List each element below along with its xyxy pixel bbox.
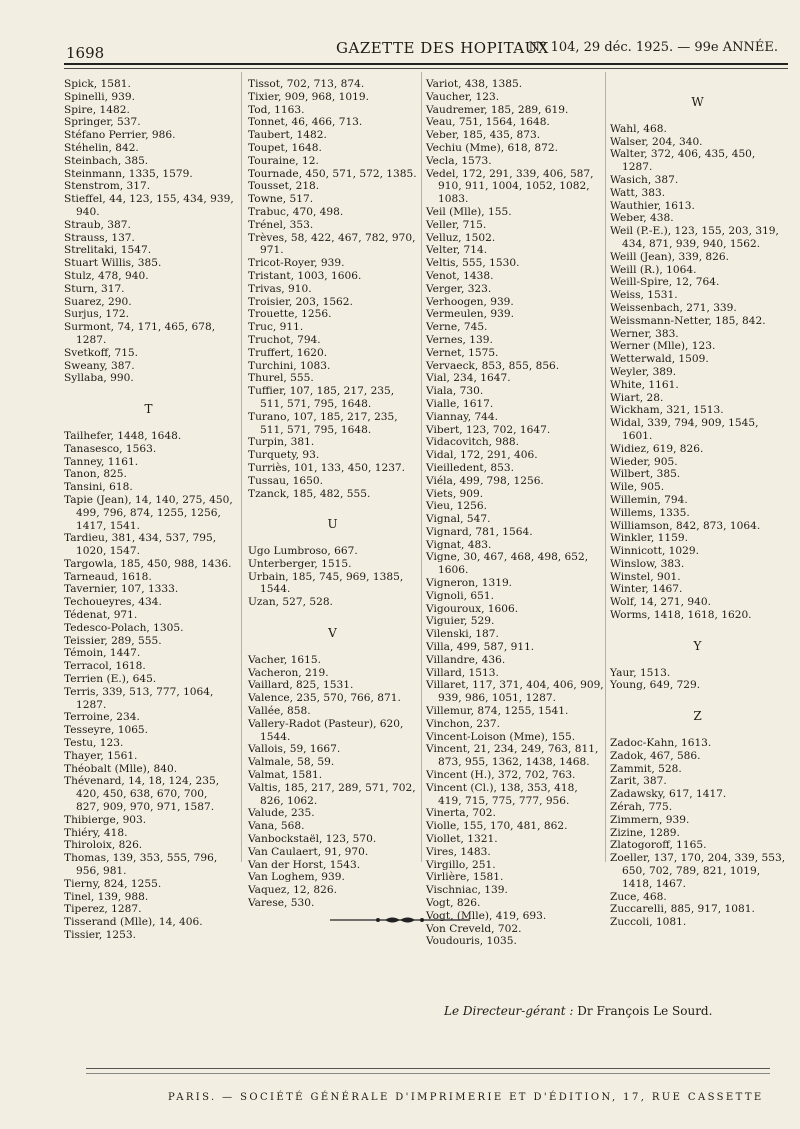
index-entry: Stuart Willis, 385. [64, 257, 162, 270]
index-entry: Vibert, 123, 702, 1647. [426, 423, 551, 436]
index-entry: Suarez, 290. [64, 295, 132, 308]
signature-name: Dr François Le Sourd. [577, 1004, 713, 1018]
index-entry: Spinelli, 939. [64, 90, 136, 103]
index-entry: Vinchon, 237. [426, 717, 500, 730]
index-entry: Watt, 383. [610, 186, 666, 199]
index-entry: Velluz, 1502. [426, 231, 496, 244]
index-entry: Verhoogen, 939. [426, 295, 514, 308]
signature-label: Le Directeur-gérant : [444, 1004, 574, 1018]
index-entry: Tierny, 824, 1255. [64, 877, 162, 890]
index-entry: Zarit, 387. [610, 775, 667, 788]
index-column-1 [64, 78, 234, 942]
index-entry: Tiperez, 1287. [64, 903, 142, 916]
index-entry: Vieilledent, 853. [426, 461, 515, 474]
index-entry: Verne, 745. [426, 321, 488, 334]
index-entry: Teissier, 289, 555. [64, 634, 162, 647]
column-divider [241, 72, 242, 862]
index-entry: Villa, 499, 587, 911. [426, 641, 535, 654]
index-entry: Steinbach, 385. [64, 154, 149, 167]
index-entry: Urbain, 185, 745, 969, 1385, 1544. [248, 570, 404, 596]
index-entry: Terrien (E.), 645. [64, 673, 157, 686]
index-entry: Truffert, 1620. [248, 346, 328, 359]
index-entry: Viets, 909. [426, 487, 484, 500]
index-entry: Strauss, 137. [64, 231, 135, 244]
index-entry: Weill-Spire, 12, 764. [610, 276, 720, 289]
index-entry: Vogt, (Mlle), 419, 693. [426, 909, 547, 922]
index-entry: Vaillard, 825, 1531. [248, 679, 354, 692]
index-entry: Weissenbach, 271, 339. [610, 301, 737, 314]
index-entry: Wolf, 14, 271, 940. [610, 596, 711, 609]
index-entry: Tricot-Royer, 939. [248, 257, 345, 270]
index-entry: Tissot, 702, 713, 874. [248, 78, 365, 90]
index-entry: Théobalt (Mlle), 840. [64, 762, 178, 775]
section-letter: W [691, 95, 705, 109]
index-entry: Tesseyre, 1065. [64, 724, 149, 737]
index-entry: Vignoli, 651. [426, 589, 494, 602]
index-entry: Tedesco-Polach, 1305. [64, 621, 184, 634]
section-letter: Y [693, 638, 703, 653]
index-entry: Venot, 1438. [426, 269, 494, 282]
index-entry: Valence, 235, 570, 766, 871. [248, 692, 401, 705]
index-entry: Vischniac, 139. [426, 884, 508, 897]
index-entry: Yaur, 1513. [610, 666, 671, 679]
index-entry: Variot, 438, 1385. [426, 78, 523, 90]
index-entry: Wieder, 905. [610, 455, 678, 468]
index-column-2 [248, 78, 418, 910]
index-entry: Vaquez, 12, 826. [248, 884, 337, 897]
index-entry: Van Caulaert, 91, 970. [248, 845, 369, 858]
index-entry: Strelitaki, 1547. [64, 244, 152, 257]
index-entry: Vigneron, 1319. [426, 577, 513, 590]
index-entry: Vires, 1483. [426, 845, 491, 858]
index-entry: Weiss, 1531. [610, 289, 678, 302]
index-entry: Vieu, 1256. [426, 500, 488, 513]
index-entry: Tardieu, 381, 434, 537, 795, 1020, 1547. [64, 532, 217, 558]
index-entry: Vincent-Loison (Mme), 155. [426, 730, 576, 743]
index-entry: Tanasesco, 1563. [64, 442, 157, 455]
index-entry: Straub, 387. [64, 218, 131, 231]
index-entry: Varese, 530. [248, 897, 315, 910]
index-entry: Thiroloix, 826. [64, 839, 143, 852]
index-entry: Terracol, 1618. [64, 660, 146, 673]
index-entry: Vogt, 826. [426, 897, 481, 909]
column-divider [421, 72, 422, 862]
index-entry: Willemin, 794. [610, 493, 688, 506]
index-entry: Springer, 537. [64, 116, 141, 129]
section-letter: U [327, 517, 339, 532]
index-column-4 [610, 78, 786, 929]
index-entry: Taubert, 1482. [248, 129, 327, 142]
index-entry: Villaret, 117, 371, 404, 406, 909, 939, 986, 1051, 1287. [426, 679, 604, 705]
index-entry: Vignat, 483. [426, 538, 492, 551]
index-entry: Stenstrom, 317. [64, 180, 151, 193]
index-entry: Vacher, 1615. [248, 653, 321, 666]
index-entry: Svetkoff, 715. [64, 346, 139, 359]
index-entry: Tzanck, 185, 482, 555. [248, 487, 371, 500]
index-entry: Virlière, 1581. [426, 871, 504, 884]
index-entry: Spire, 1482. [64, 103, 130, 116]
index-entry: Weber, 438. [610, 212, 674, 225]
index-entry: Zammit, 528. [610, 762, 682, 775]
index-entry: Tixier, 909, 968, 1019. [248, 90, 369, 103]
index-entry: Vermeulen, 939. [426, 308, 514, 321]
index-entry: Turpin, 381. [248, 436, 315, 449]
index-entry: Vallée, 858. [248, 705, 311, 718]
index-entry: Veau, 751, 1564, 1648. [426, 116, 550, 129]
index-entry: Témoin, 1447. [64, 647, 141, 660]
index-entry: Vacheron, 219. [248, 666, 329, 679]
index-entry: Wetterwald, 1509. [610, 353, 709, 366]
index-entry: Tédenat, 971. [64, 609, 138, 622]
index-column-3 [426, 78, 604, 948]
index-entry: Zuccarelli, 885, 917, 1081. [610, 903, 755, 916]
index-entry: Widal, 339, 794, 909, 1545, 1601. [610, 417, 759, 442]
index-entry: Viguier, 529. [426, 615, 495, 628]
index-entry: Terris, 339, 513, 777, 1064, 1287. [64, 685, 214, 711]
header-rule-thin [64, 68, 788, 69]
index-entry: Trouette, 1256. [248, 308, 332, 321]
journal-title: GAZETTE DES HOPITAUX [336, 39, 549, 57]
index-entry: Williamson, 842, 873, 1064. [610, 519, 761, 532]
index-entry: Tussau, 1650. [248, 474, 323, 487]
index-entry: Vial, 234, 1647. [426, 372, 511, 385]
footer-rule [86, 1068, 770, 1069]
index-entry: Weissmann-Netter, 185, 842. [610, 314, 766, 327]
index-entry: Walser, 204, 340. [610, 135, 703, 148]
index-entry: Viollet, 1321. [426, 833, 498, 846]
index-entry: Stieffel, 44, 123, 155, 434, 939, 940. [64, 193, 234, 218]
index-entry: Ugo Lumbroso, 667. [248, 545, 358, 558]
index-entry: Veil (Mlle), 155. [426, 205, 512, 218]
index-entry: Troisier, 203, 1562. [248, 295, 353, 308]
index-entry: Van Loghem, 939. [248, 871, 345, 884]
index-entry: Trèves, 58, 422, 467, 782, 970, 971. [248, 231, 416, 257]
section-letter: T [144, 402, 154, 417]
index-entry: Zimmern, 939. [610, 813, 690, 826]
index-entry: Terroine, 234. [64, 711, 140, 724]
index-entry: Truchot, 794. [248, 333, 321, 346]
index-entry: Vincent, 21, 234, 249, 763, 811, 873, 955, 1362, 1438, 1468. [426, 743, 599, 769]
index-entry: Winstel, 901. [610, 570, 681, 583]
index-entry: Thayer, 1561. [64, 749, 138, 762]
index-entry: Weil (P.-E.), 123, 155, 203, 319, 434, 871, 939, 940, 1562. [610, 225, 779, 250]
index-entry: Zlatogoroff, 1165. [610, 839, 707, 852]
index-entry: Vanbockstaël, 123, 570. [248, 833, 377, 846]
index-entry: Tavernier, 107, 1333. [64, 583, 179, 596]
index-entry: Vinerta, 702. [426, 807, 496, 820]
index-entry: Viannay, 744. [426, 410, 499, 423]
index-entry: Wahl, 468. [610, 122, 667, 135]
index-entry: Tanney, 1161. [64, 455, 139, 468]
index-entry: Zizine, 1289. [610, 826, 680, 839]
index-entry: Thévenard, 14, 18, 124, 235, 420, 450, 638, 670, 700, 827, 909, 970, 971, 1587. [64, 775, 220, 814]
index-entry: Stulz, 478, 940. [64, 269, 149, 282]
index-entry: Wauthier, 1613. [610, 199, 695, 212]
index-entry: Tapie (Jean), 14, 140, 275, 450, 499, 796, 874, 1255, 1256, 1417, 1541. [64, 493, 233, 532]
index-entry: Villard, 1513. [426, 666, 499, 679]
index-entry: Winter, 1467. [610, 583, 683, 596]
index-entry: Vignal, 547. [426, 513, 491, 526]
index-entry: Tousset, 218. [248, 180, 320, 193]
index-entry: Zadok, 467, 586. [610, 749, 701, 762]
page-number: 1698 [66, 44, 105, 62]
index-entry: Turchini, 1083. [248, 359, 331, 372]
index-entry: Vechiu (Mme), 618, 872. [426, 141, 558, 154]
index-entry: Walter, 372, 406, 435, 450, 1287. [610, 148, 756, 174]
index-entry: Vana, 568. [248, 820, 305, 833]
index-entry: Werner, 383. [610, 327, 679, 340]
index-entry: Valtis, 185, 217, 289, 571, 702, 826, 1062. [248, 781, 416, 807]
index-entry: Zuce, 468. [610, 890, 667, 903]
index-entry: Veller, 715. [426, 218, 487, 231]
footer-rule-thin [86, 1073, 770, 1074]
index-entry: Tod, 1163. [248, 103, 305, 116]
index-entry: Viala, 730. [426, 385, 484, 398]
index-entry: Zoeller, 137, 170, 204, 339, 553, 650, 702, 789, 821, 1019, 1418, 1467. [610, 852, 786, 890]
index-entry: Weyler, 389. [610, 365, 677, 378]
index-entry: Vervaeck, 853, 855, 856. [426, 359, 560, 372]
index-entry: Vernes, 139. [426, 333, 493, 346]
index-entry: Surmont, 74, 171, 465, 678, 1287. [64, 321, 216, 346]
index-entry: Tissier, 1253. [64, 929, 136, 941]
index-entry: Young, 649, 729. [610, 679, 701, 692]
index-entry: Uzan, 527, 528. [248, 596, 333, 609]
index-entry: Zuccoli, 1081. [610, 916, 687, 929]
index-entry: Wickham, 321, 1513. [610, 404, 724, 417]
index-entry: Werner (Mlle), 123. [610, 340, 716, 353]
index-entry: Spick, 1581. [64, 78, 131, 90]
index-entry: Vidacovitch, 988. [426, 436, 519, 449]
index-entry: Zadawsky, 617, 1417. [610, 788, 727, 801]
index-entry: Turano, 107, 185, 217, 235, 511, 571, 795, 1648. [248, 410, 398, 436]
index-entry: Weill (Jean), 339, 826. [610, 250, 730, 263]
index-entry: Voudouris, 1035. [426, 935, 517, 948]
index-entry: Targowla, 185, 450, 988, 1436. [64, 557, 232, 570]
index-entry: Virgillo, 251. [426, 858, 496, 871]
index-entry: Wile, 905. [610, 481, 665, 494]
index-entry: Towne, 517. [248, 193, 314, 206]
section-letter: V [328, 626, 338, 641]
index-entry: Valmat, 1581. [248, 769, 323, 782]
index-entry: Thomas, 139, 353, 555, 796, 956, 981. [64, 852, 218, 878]
index-entry: Vecla, 1573. [426, 154, 492, 167]
index-entry: Zadoc-Kahn, 1613. [610, 737, 712, 750]
index-entry: Veber, 185, 435, 873. [426, 129, 541, 142]
index-entry: Vincent (H.), 372, 702, 763. [426, 769, 576, 782]
index-entry: Tisserand (Mlle), 14, 406. [64, 916, 203, 929]
index-entry: Tailhefer, 1448, 1648. [64, 429, 182, 442]
issue-info: N° 104, 29 déc. 1925. — 99e ANNÉE. [528, 40, 778, 55]
index-entry: Winslow, 383. [610, 557, 685, 570]
index-entry: Winnicott, 1029. [610, 545, 700, 558]
printer-imprint: PARIS. — SOCIÉTÉ GÉNÉRALE D'IMPRIMERIE ET D'ÉDITION, 17, RUE CASSETTE [168, 1092, 764, 1103]
index-entry: Tinel, 139, 988. [64, 890, 149, 903]
index-entry: Villandre, 436. [426, 653, 506, 666]
index-entry: Zérah, 775. [610, 801, 673, 814]
index-entry: Turquety, 93. [248, 449, 320, 462]
index-entry: Syllaba, 990. [64, 372, 134, 385]
index-entry: Vialle, 1617. [426, 397, 494, 410]
index-entry: Thiéry, 418. [64, 826, 128, 839]
index-entry: Tonnet, 46, 466, 713. [248, 116, 363, 129]
index-entry: Thurel, 555. [248, 372, 314, 385]
index-entry: Tristant, 1003, 1606. [248, 269, 362, 282]
section-letter: Z [693, 709, 703, 724]
index-entry: Sturn, 317. [64, 282, 125, 295]
index-entry: Surjus, 172. [64, 308, 130, 321]
index-entry: Tournade, 450, 571, 572, 1385. [248, 167, 417, 180]
index-entry: Vincent (Cl.), 138, 353, 418, 419, 715, 775, 777, 956. [426, 781, 578, 807]
index-entry: Unterberger, 1515. [248, 557, 352, 570]
index-entry: Steinmann, 1335, 1579. [64, 167, 193, 180]
index-entry: Vidal, 172, 291, 406. [426, 449, 538, 462]
index-entry: Vigouroux, 1606. [426, 602, 519, 615]
index-entry: Viéla, 499, 798, 1256. [426, 474, 544, 487]
header-rule [64, 63, 788, 65]
index-entry: Villemur, 874, 1255, 1541. [426, 705, 569, 718]
index-entry: Von Creveld, 702. [426, 922, 522, 935]
index-entry: Touraine, 12. [248, 154, 319, 167]
index-entry: Wiart, 28. [610, 391, 664, 404]
index-entry: Worms, 1418, 1618, 1620. [610, 609, 752, 622]
signature-line [444, 1004, 712, 1018]
index-entry: Willems, 1335. [610, 506, 690, 519]
index-entry: Vernet, 1575. [426, 346, 499, 359]
index-entry: Veltis, 555, 1530. [426, 257, 520, 270]
index-entry: Wasich, 387. [610, 173, 679, 186]
index-entry: Vignard, 781, 1564. [426, 525, 533, 538]
column-divider [605, 72, 606, 862]
index-entry: Testu, 123. [64, 737, 124, 750]
index-entry: Vedel, 172, 291, 339, 406, 587, 910, 911, 1004, 1052, 1082, 1083. [426, 167, 594, 206]
index-entry: Vigne, 30, 467, 468, 498, 652, 1606. [426, 551, 589, 577]
index-entry: Vallois, 59, 1667. [248, 743, 341, 756]
index-entry: Weill (R.), 1064. [610, 263, 697, 276]
index-entry: Vaucher, 123. [426, 90, 500, 103]
index-entry: Van der Horst, 1543. [248, 858, 361, 871]
index-entry: Tansini, 618. [64, 481, 133, 494]
index-entry: Vallery-Radot (Pasteur), 620, 1544. [248, 717, 404, 743]
ornament-divider-icon [330, 915, 470, 925]
index-entry: Vaudremer, 185, 289, 619. [426, 103, 569, 116]
page-header [66, 38, 778, 62]
index-entry: White, 1161. [610, 378, 679, 391]
index-entry: Verger, 323. [426, 282, 492, 295]
index-entry: Truc, 911. [248, 321, 304, 334]
index-entry: Wilbert, 385. [610, 468, 681, 481]
index-entry: Valmale, 58, 59. [248, 756, 335, 769]
index-entry: Sweany, 387. [64, 359, 135, 372]
index-entry: Valude, 235. [248, 807, 315, 820]
index-entry: Violle, 155, 170, 481, 862. [426, 820, 568, 833]
index-entry: Tarneaud, 1618. [64, 570, 152, 583]
index-entry: Techoueyres, 434. [64, 596, 162, 609]
index-entry: Trivas, 910. [248, 282, 312, 295]
index-entry: Velter, 714. [426, 244, 488, 257]
index-entry: Thibierge, 903. [64, 813, 147, 826]
index-entry: Widiez, 619, 826. [610, 442, 704, 455]
index-entry: Trabuc, 470, 498. [248, 205, 344, 218]
index-entry: Turriès, 101, 133, 450, 1237. [248, 461, 406, 474]
index-entry: Stéfano Perrier, 986. [64, 129, 176, 142]
index-entry: Trénel, 353. [248, 218, 314, 231]
index-entry: Winkler, 1159. [610, 532, 688, 545]
index-entry: Tuffier, 107, 185, 217, 235, 511, 571, 795, 1648. [248, 385, 395, 410]
index-entry: Stéhelin, 842. [64, 141, 139, 154]
index-entry: Vilenski, 187. [426, 628, 499, 641]
index-entry: Tanon, 825. [64, 468, 127, 481]
index-entry: Toupet, 1648. [248, 141, 322, 154]
